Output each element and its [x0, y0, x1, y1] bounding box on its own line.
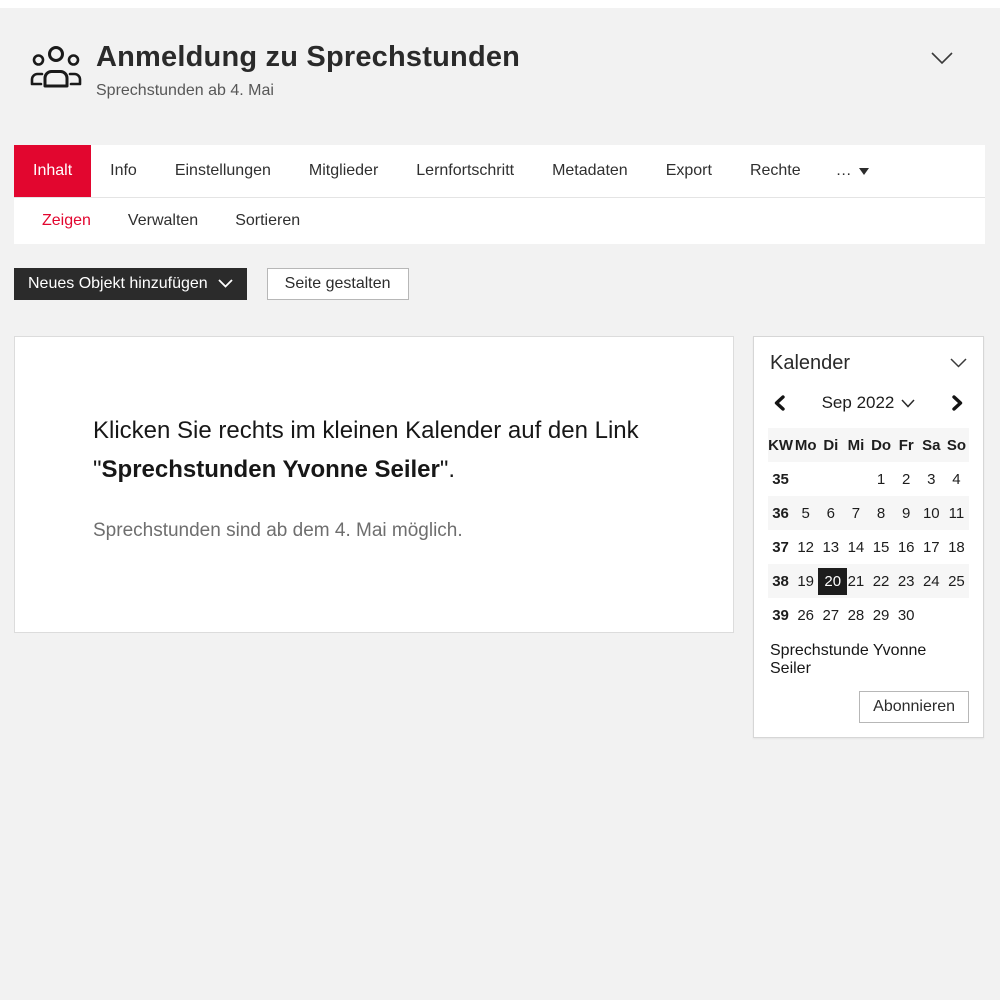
day-cell[interactable]: 4	[952, 470, 961, 488]
calendar-week-row	[768, 530, 969, 564]
week-number: 36	[772, 504, 789, 522]
instruction-text	[93, 411, 649, 489]
tab-lernfortschritt[interactable]: Lernfortschritt	[416, 162, 515, 179]
chevron-right-icon[interactable]	[952, 395, 963, 411]
chevron-down-icon[interactable]	[950, 355, 967, 373]
week-number: 37	[772, 538, 789, 556]
toolbar	[14, 268, 985, 300]
add-object-button[interactable]	[14, 268, 247, 300]
add-object-label: Neues Objekt hinzufügen	[28, 275, 208, 292]
appointment-link[interactable]: Sprechstunde Yvonne Seiler	[770, 642, 927, 677]
day-cell[interactable]: 5	[801, 504, 810, 522]
day-cell[interactable]: 23	[897, 572, 915, 590]
tab-export[interactable]: Export	[665, 162, 712, 179]
instruction-prefix: Klicken Sie rechts im kleinen Kalender auf den Link "	[93, 417, 639, 483]
selected-day[interactable]: 20	[818, 568, 847, 595]
calendar-week-row	[768, 598, 969, 632]
day-cell[interactable]: 28	[847, 606, 865, 624]
day-cell[interactable]: 18	[948, 538, 965, 556]
subtab-sortieren[interactable]: Sortieren	[235, 212, 301, 229]
page-header	[14, 8, 985, 145]
tab-mitglieder[interactable]: Mitglieder	[308, 162, 379, 179]
day-cell[interactable]: 3	[927, 470, 936, 488]
day-cell[interactable]: 11	[948, 504, 965, 522]
day-cell[interactable]: 21	[847, 572, 865, 590]
chevron-down-icon	[218, 275, 233, 293]
subtab-zeigen[interactable]: Zeigen	[42, 212, 91, 229]
design-page-button[interactable]	[267, 268, 409, 300]
availability-note: Sprechstunden sind ab dem 4. Mai möglich.	[93, 520, 463, 541]
page-title: Anmeldung zu Sprechstunden	[96, 41, 521, 73]
weekday-sa: Sa	[922, 436, 941, 454]
day-cell[interactable]: 1	[876, 470, 886, 488]
calendar-panel	[753, 336, 984, 738]
mini-calendar	[768, 428, 969, 632]
month-selector[interactable]	[822, 393, 916, 413]
weekday-fr: Fr	[898, 436, 914, 454]
instruction-suffix: ".	[439, 456, 456, 483]
ellipsis-label: …	[835, 162, 852, 179]
day-cell	[944, 598, 969, 632]
day-cell[interactable]: 19	[797, 572, 815, 590]
calendar-week-row	[768, 496, 969, 530]
tab-inhalt[interactable]: Inhalt	[14, 145, 91, 197]
tab-metadaten[interactable]: Metadaten	[552, 162, 628, 179]
tab-more-dropdown[interactable]	[820, 145, 885, 197]
day-cell[interactable]: 17	[922, 538, 940, 556]
selected-day-cell[interactable]	[818, 564, 843, 598]
day-cell[interactable]: 30	[897, 606, 915, 624]
day-cell	[793, 462, 818, 496]
day-cell[interactable]: 29	[872, 606, 890, 624]
day-cell[interactable]: 8	[876, 504, 886, 522]
subtab-verwalten[interactable]: Verwalten	[127, 212, 199, 229]
subscribe-button[interactable]: Abonnieren	[859, 691, 969, 723]
day-cell[interactable]: 26	[797, 606, 815, 624]
day-cell	[919, 598, 944, 632]
calendar-panel-title: Kalender	[770, 352, 851, 374]
day-cell[interactable]: 13	[822, 538, 840, 556]
tab-bar	[14, 145, 985, 244]
day-cell[interactable]: 2	[902, 470, 911, 488]
page-content-box	[14, 336, 734, 633]
group-of-people-icon	[30, 44, 82, 95]
day-cell[interactable]: 7	[851, 504, 861, 522]
week-number: 39	[772, 606, 789, 624]
day-cell	[818, 462, 843, 496]
weekday-mo: Mo	[794, 436, 817, 454]
day-cell[interactable]: 24	[922, 572, 940, 590]
calendar-navigation	[768, 393, 969, 413]
main-area	[14, 336, 985, 738]
weekday-mi: Mi	[847, 436, 865, 454]
tab-info[interactable]: Info	[110, 162, 137, 179]
day-cell[interactable]: 25	[948, 572, 965, 590]
chevron-down-icon	[901, 393, 915, 413]
design-page-label: Seite gestalten	[284, 275, 391, 292]
weekday-so: So	[946, 436, 967, 454]
instruction-bold: Sprechstunden Yvonne Seiler	[101, 456, 440, 483]
chevron-left-icon[interactable]	[774, 395, 785, 411]
tab-rechte[interactable]: Rechte	[749, 162, 801, 179]
tab-einstellungen[interactable]: Einstellungen	[174, 162, 271, 179]
weekday-di: Di	[823, 436, 839, 454]
chevron-down-icon[interactable]	[931, 52, 953, 70]
day-cell[interactable]: 27	[822, 606, 840, 624]
weekday-kw: KW	[768, 436, 794, 454]
day-cell[interactable]: 6	[826, 504, 835, 522]
month-label: Sep 2022	[821, 393, 895, 412]
week-number: 35	[772, 470, 789, 488]
calendar-week-row	[768, 564, 969, 598]
day-cell[interactable]: 9	[902, 504, 911, 522]
day-cell[interactable]: 15	[872, 538, 890, 556]
page-subtitle: Sprechstunden ab 4. Mai	[96, 82, 274, 99]
week-number: 38	[772, 572, 789, 590]
top-strip	[0, 0, 1000, 8]
page-container	[14, 8, 985, 738]
calendar-week-row	[768, 462, 969, 496]
weekday-do: Do	[871, 436, 892, 454]
triangle-down-icon	[859, 162, 869, 180]
sub-tabs	[14, 197, 985, 244]
day-cell[interactable]: 12	[797, 538, 815, 556]
day-cell[interactable]: 10	[922, 504, 940, 522]
day-cell[interactable]: 14	[847, 538, 865, 556]
day-cell	[843, 462, 868, 496]
day-cell[interactable]: 16	[897, 538, 915, 556]
day-cell[interactable]: 22	[872, 572, 890, 590]
main-tabs	[14, 145, 985, 197]
weekday-header-row	[768, 428, 969, 462]
